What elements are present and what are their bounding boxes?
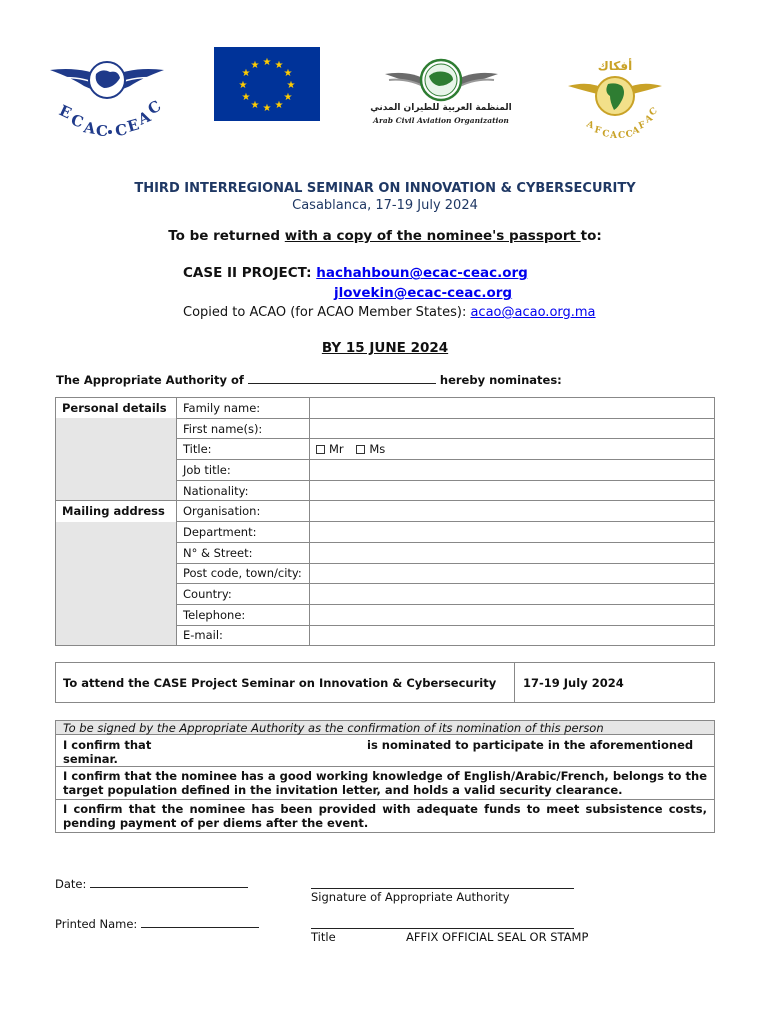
svg-text:A: A xyxy=(82,118,97,138)
authority-pre: The Appropriate Authority of xyxy=(56,373,248,387)
confirm-post: is nominated to participate in the aforementioned xyxy=(367,738,694,752)
confirm-nomination xyxy=(56,735,714,767)
section-spacer xyxy=(56,418,177,439)
label-telephone: Telephone: xyxy=(177,604,310,625)
input-telephone[interactable] xyxy=(310,604,715,625)
svg-text:C: C xyxy=(96,122,108,140)
svg-text:★: ★ xyxy=(241,92,251,103)
mr-checkbox[interactable] xyxy=(316,445,325,454)
label-postcode: Post code, town/city: xyxy=(177,563,310,584)
svg-text:★: ★ xyxy=(262,57,272,68)
svg-text:A: A xyxy=(135,107,154,129)
ecac-logo xyxy=(42,48,172,143)
title-rule[interactable] xyxy=(311,928,574,929)
section-spacer xyxy=(56,604,177,625)
svg-text:★: ★ xyxy=(262,103,272,114)
return-instructions-post: to: xyxy=(580,228,602,244)
svg-text:C: C xyxy=(625,129,634,140)
svg-text:★: ★ xyxy=(283,68,293,79)
date-line xyxy=(55,877,248,891)
authority-name-blank[interactable] xyxy=(248,374,436,384)
attend-text: To attend the CASE Project Seminar on Innovation & Cybersecurity xyxy=(63,676,497,690)
printed-name-label: Printed Name: xyxy=(55,917,141,931)
confirm-knowledge: I confirm that the nominee has a good working knowledge of English/Arabic/French, belongs to the target population defined in the invitation letter, and holds a valid security clearance. xyxy=(56,767,714,800)
input-first-names[interactable] xyxy=(310,418,715,439)
svg-text:★: ★ xyxy=(250,60,260,71)
section-personal-details: Personal details xyxy=(56,398,177,419)
input-family-name[interactable] xyxy=(310,398,715,419)
email-link-jlovekin[interactable]: jlovekin@ecac-ceac.org xyxy=(334,285,513,301)
input-organisation[interactable] xyxy=(310,501,715,522)
seminar-location-date: Casablanca, 17-19 July 2024 xyxy=(292,198,478,213)
svg-text:A: A xyxy=(643,113,655,126)
label-job-title: Job title: xyxy=(177,460,310,481)
title-label: Title xyxy=(311,930,336,944)
label-email: E-mail: xyxy=(177,625,310,646)
title-options xyxy=(310,439,715,460)
svg-text:★: ★ xyxy=(238,80,248,91)
email-link-acao[interactable]: acao@acao.org.ma xyxy=(470,305,596,320)
signature-rule[interactable] xyxy=(311,888,574,889)
label-department: Department: xyxy=(177,522,310,543)
table-row xyxy=(56,522,715,543)
mr-label: Mr xyxy=(329,442,344,457)
case-project-label: CASE II PROJECT: xyxy=(183,265,317,281)
deadline xyxy=(0,340,770,356)
input-nationality[interactable] xyxy=(310,480,715,501)
table-row xyxy=(56,604,715,625)
section-spacer xyxy=(56,522,177,543)
afcac-logo xyxy=(566,56,664,146)
section-spacer xyxy=(56,542,177,563)
table-row xyxy=(56,584,715,605)
confirmation-box xyxy=(55,720,715,833)
section-spacer xyxy=(56,625,177,646)
printed-name-line xyxy=(55,917,259,931)
case-project-line xyxy=(183,265,528,281)
svg-text:F: F xyxy=(637,120,648,132)
svg-text:A: A xyxy=(584,119,596,132)
section-spacer xyxy=(56,460,177,481)
case-project-line-2 xyxy=(334,285,512,301)
section-spacer xyxy=(56,439,177,460)
svg-text:C: C xyxy=(618,131,626,141)
table-row xyxy=(56,480,715,501)
svg-text:★: ★ xyxy=(241,68,251,79)
label-country: Country: xyxy=(177,584,310,605)
svg-text:A: A xyxy=(631,125,641,137)
svg-text:★: ★ xyxy=(283,92,293,103)
confirm-end: seminar. xyxy=(63,752,118,766)
attend-box xyxy=(55,662,715,703)
attend-dates: 17-19 July 2024 xyxy=(523,676,624,690)
table-row xyxy=(56,460,715,481)
attend-divider xyxy=(514,663,515,702)
signature-label: Signature of Appropriate Authority xyxy=(311,890,510,904)
confirm-funds: I confirm that the nominee has been provided with adequate funds to meet subsistence costs, pending payment of per diems after the event. xyxy=(63,802,707,830)
label-family-name: Family name: xyxy=(177,398,310,419)
input-email[interactable] xyxy=(310,625,715,646)
section-spacer xyxy=(56,584,177,605)
afcac-arabic-name: أفكاك xyxy=(597,59,633,73)
svg-text:C: C xyxy=(68,110,86,132)
table-row xyxy=(56,418,715,439)
table-row xyxy=(56,625,715,646)
confirmation-header: To be signed by the Appropriate Authority as the confirmation of its nomination of this person xyxy=(56,721,714,735)
section-spacer xyxy=(56,480,177,501)
svg-text:★: ★ xyxy=(250,100,260,111)
input-job-title[interactable] xyxy=(310,460,715,481)
acao-logo xyxy=(370,48,512,136)
label-street: N° & Street: xyxy=(177,542,310,563)
table-row xyxy=(56,563,715,584)
label-organisation: Organisation: xyxy=(177,501,310,522)
input-postcode[interactable] xyxy=(310,563,715,584)
svg-text:★: ★ xyxy=(286,80,296,91)
svg-text:C: C xyxy=(601,129,610,140)
ms-checkbox[interactable] xyxy=(356,445,365,454)
date-blank[interactable] xyxy=(90,878,248,888)
input-street[interactable] xyxy=(310,542,715,563)
svg-text:★: ★ xyxy=(274,100,284,111)
table-row xyxy=(56,501,715,522)
deadline-text: BY 15 JUNE 2024 xyxy=(321,340,449,356)
authority-post: hereby nominates: xyxy=(435,373,562,387)
svg-text:F: F xyxy=(593,125,602,137)
svg-text:C: C xyxy=(114,120,129,140)
input-department[interactable] xyxy=(310,522,715,543)
seal-label: AFFIX OFFICIAL SEAL OR STAMP xyxy=(406,930,589,944)
confirm-pre: I confirm that xyxy=(63,738,152,752)
svg-text:A: A xyxy=(610,131,617,141)
section-spacer xyxy=(56,563,177,584)
svg-text:E: E xyxy=(56,101,75,123)
printed-name-blank[interactable] xyxy=(141,918,259,928)
nominee-details-table xyxy=(55,397,715,646)
date-label: Date: xyxy=(55,877,91,891)
label-title: Title: xyxy=(177,439,310,460)
svg-text:E: E xyxy=(125,115,142,136)
ms-label: Ms xyxy=(369,442,386,457)
seminar-title: THIRD INTERREGIONAL SEMINAR ON INNOVATION & CYBERSECURITY xyxy=(134,181,636,196)
eu-flag-logo xyxy=(214,47,320,121)
copied-label: Copied to ACAO (for ACAO Member States): xyxy=(183,305,471,320)
return-instructions-passport: with a copy of the nominee's passport xyxy=(284,228,581,244)
svg-text:C: C xyxy=(144,96,165,119)
label-first-names: First name(s): xyxy=(177,418,310,439)
authority-line xyxy=(56,373,562,387)
svg-text:★: ★ xyxy=(274,60,284,71)
section-mailing-address: Mailing address xyxy=(56,501,177,522)
acao-english-name: Arab Civil Aviation Organization xyxy=(373,116,509,125)
acao-arabic-name: المنظمة العربية للطيران المدني xyxy=(370,103,512,113)
table-row xyxy=(56,542,715,563)
input-country[interactable] xyxy=(310,584,715,605)
email-link-hachahboun[interactable]: hachahboun@ecac-ceac.org xyxy=(316,265,528,281)
table-row xyxy=(56,439,715,460)
return-instructions-pre: To be returned xyxy=(168,228,285,244)
label-nationality: Nationality: xyxy=(177,480,310,501)
table-row xyxy=(56,398,715,419)
svg-text:C: C xyxy=(647,106,660,119)
copied-to-acao xyxy=(183,305,596,320)
return-instructions xyxy=(0,228,770,244)
